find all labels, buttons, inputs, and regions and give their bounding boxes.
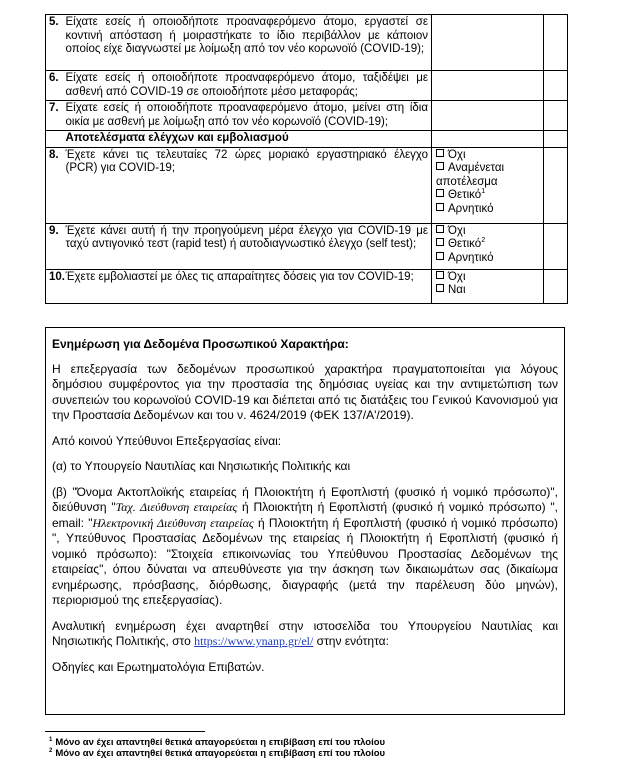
empty-cell <box>544 15 568 71</box>
option-no[interactable] <box>436 225 540 239</box>
checkbox-icon[interactable] <box>436 252 444 260</box>
questionnaire-table <box>45 14 568 304</box>
checkbox-icon[interactable] <box>436 203 444 211</box>
checkbox-icon[interactable] <box>436 271 444 279</box>
empty-cell <box>544 71 568 101</box>
footnote-1 <box>49 737 385 748</box>
question-row-8 <box>46 147 568 223</box>
option-label: Αρνητικό <box>448 251 494 264</box>
section-title: Αποτελέσματα ελέγχων και εμβολιασμού <box>64 131 432 148</box>
controller-b-text: (β) "Όνομα Ακτοπλοϊκής εταιρείας ή Πλοιοκτήτη ή Εφοπλιστή (φυσικό ή νομικό πρόσωπο)", διεύθυνση " <box>52 484 558 514</box>
company-email-placeholder: Ηλεκτρονική Διεύθυνση εταιρείας <box>92 515 254 530</box>
option-label: Όχι <box>448 148 466 161</box>
controller-b-text: ή Πλοιοκτήτη ή Εφοπλιστή (φυσικό ή νομικό πρόσωπο) ", Υπεύθυνος Προστασίας Δεδομένων της εταιρείας ή Πλοιοκτήτη ή Εφοπλιστή (φυσικό ή νομικό πρόσωπο): "Στοιχεία επικοινωνίας του Υπεύθυνου Προστασίας Δεδομένων της εταιρείας", όπου δύναται να απευθύνεστε για την άσκηση των δικαιωμάτων σας (δικαίωμα ενημέρωσης, πρόσβασης, διόρθωσης, διαγραφής (μετά την παρέλευση δύο μηνών), περιορισμού της επεξεργασίας). <box>52 515 558 607</box>
option-positive[interactable] <box>436 238 540 252</box>
footnote-text: Μόνο αν έχει απαντηθεί θετικά απαγορεύεται η επιβίβαση επί του πλοίου <box>55 737 386 748</box>
section-name: Οδηγίες και Ερωτηματολόγια Επιβατών. <box>52 659 265 674</box>
privacy-notice <box>45 327 565 715</box>
question-row-10 <box>46 269 568 303</box>
empty-cell <box>544 223 568 269</box>
option-label: Ναι <box>448 284 466 296</box>
answer-cell[interactable] <box>432 101 544 131</box>
footnote-divider <box>45 731 205 732</box>
option-no[interactable] <box>436 149 540 163</box>
options-cell <box>432 147 544 223</box>
answer-cell <box>432 131 544 148</box>
controller-a: (α) το Υπουργείο Ναυτιλίας και Νησιωτικής Πολιτικής και <box>52 459 351 473</box>
option-pending[interactable] <box>436 162 540 189</box>
company-address-placeholder: Ταχ. Διεύθυνση εταιρείας <box>115 500 238 514</box>
empty-cell <box>544 147 568 223</box>
question-row-5 <box>46 15 568 71</box>
question-number: 10. <box>46 269 64 303</box>
question-text: Έχετε εμβολιαστεί με όλες τις απαραίτητες δόσεις για τον COVID-19; <box>64 269 432 303</box>
option-label: Θετικό <box>448 238 482 250</box>
controller-b-text: ή Πλοιοκτήτη ή Εφοπλιστή (φυσικό ή νομικό πρόσωπο) ", email: " <box>52 500 559 530</box>
controllers-intro: Από κοινού Υπεύθυνοι Επεξεργασίας είναι: <box>52 433 282 448</box>
ministry-link[interactable]: https://www.ynanp.gr/el/ <box>194 634 314 648</box>
details-text: στην ενότητα: <box>313 634 389 648</box>
option-label: Θετικό <box>448 189 482 201</box>
question-number: 7. <box>46 101 64 131</box>
empty-cell <box>544 269 568 303</box>
question-row-7 <box>46 101 568 131</box>
question-text: Έχετε κάνει τις τελευταίες 72 ώρες μοριακό εργαστηριακό έλεγχο (PCR) για COVID-19; <box>64 147 432 223</box>
section-row <box>46 131 568 148</box>
question-row-6 <box>46 71 568 101</box>
question-number: 9. <box>46 223 64 269</box>
answer-cell[interactable] <box>432 71 544 101</box>
question-text: Είχατε εσείς ή οποιοδήποτε προαναφερόμενο άτομο, ταξιδέψει με ασθενή από COVID-19 σε οποιοδήποτε μέσο μεταφοράς; <box>64 71 432 101</box>
question-text: Είχατε εσείς ή οποιοδήποτε προαναφερόμενο άτομο, εργαστεί σε κοντινή απόσταση ή μοιραστήκατε το ίδιο περιβάλλον με κάποιον οποίος είχε διαγνωστεί με λοίμωξη από τον νέο κορωνοϊό (COVID-19); <box>64 15 432 71</box>
details-paragraph <box>52 619 558 650</box>
question-number: 6. <box>46 71 64 101</box>
footnote-mark: 1 <box>49 736 53 743</box>
question-row-9 <box>46 223 568 269</box>
empty-cell <box>544 131 568 148</box>
question-number: 5. <box>46 15 64 71</box>
details-text: Αναλυτική ενημέρωση έχει αναρτηθεί στην ιστοσελίδα του Υπουργείου Ναυτιλίας και Νησιωτικής Πολιτικής, στο <box>52 618 558 648</box>
option-label: Όχι <box>448 224 466 237</box>
question-text: Είχατε εσείς ή οποιοδήποτε προαναφερόμενο άτομο, μείνει στη ίδια οικία με ασθενή με λοίμωξη από τον νέο κορωνοϊό (COVID-19); <box>64 101 432 131</box>
checkbox-icon[interactable] <box>436 162 444 170</box>
privacy-title: Ενημέρωση για Δεδομένα Προσωπικού Χαρακτήρα: <box>52 337 349 351</box>
footnote-mark: 2 <box>49 747 53 754</box>
checkbox-icon[interactable] <box>436 225 444 233</box>
option-no[interactable] <box>436 271 540 285</box>
footnote-ref: 1 <box>481 188 486 196</box>
option-negative[interactable] <box>436 252 540 266</box>
question-number: 8. <box>46 147 64 223</box>
checkbox-icon[interactable] <box>436 284 444 292</box>
checkbox-icon[interactable] <box>436 189 444 197</box>
footnote-text: Μόνο αν έχει απαντηθεί θετικά απαγορεύεται η επιβίβαση επί του πλοίου <box>55 748 386 759</box>
footnote-ref: 2 <box>481 237 486 245</box>
option-negative[interactable] <box>436 203 540 217</box>
option-label: Αρνητικό <box>448 202 494 215</box>
option-yes[interactable] <box>436 284 540 298</box>
answer-cell[interactable] <box>432 15 544 71</box>
option-positive[interactable] <box>436 189 540 203</box>
controller-b <box>52 485 558 609</box>
options-cell <box>432 223 544 269</box>
question-text: Έχετε κάνει αυτή ή την προηγούμενη μέρα έλεγχο για COVID-19 με ταχύ αντιγονικό τεστ (rapid test) ή αυτοδιαγνωστικό έλεγχο (self test); <box>64 223 432 269</box>
checkbox-icon[interactable] <box>436 149 444 157</box>
checkbox-icon[interactable] <box>436 238 444 246</box>
option-label: Όχι <box>448 270 466 283</box>
footnote-2 <box>49 748 385 759</box>
empty-cell <box>544 101 568 131</box>
section-spacer <box>46 131 64 148</box>
privacy-paragraph: Η επεξεργασία των δεδομένων προσωπικού χαρακτήρα πραγματοποιείται για λόγους δημόσιου συμφέροντος για την προστασία της δημόσιας υγείας και την αντιμετώπιση των συνεπειών του κορωνοϊού COVID-19 και διέπεται από τις διατάξεις του Γενικού Κανονισμού για την Προστασία Δεδομένων και του ν. 4624/2019 (ΦΕΚ 137/Α'/2019). <box>52 361 558 422</box>
options-cell <box>432 269 544 303</box>
option-label: Αναμένεται αποτέλεσμα <box>436 162 505 188</box>
